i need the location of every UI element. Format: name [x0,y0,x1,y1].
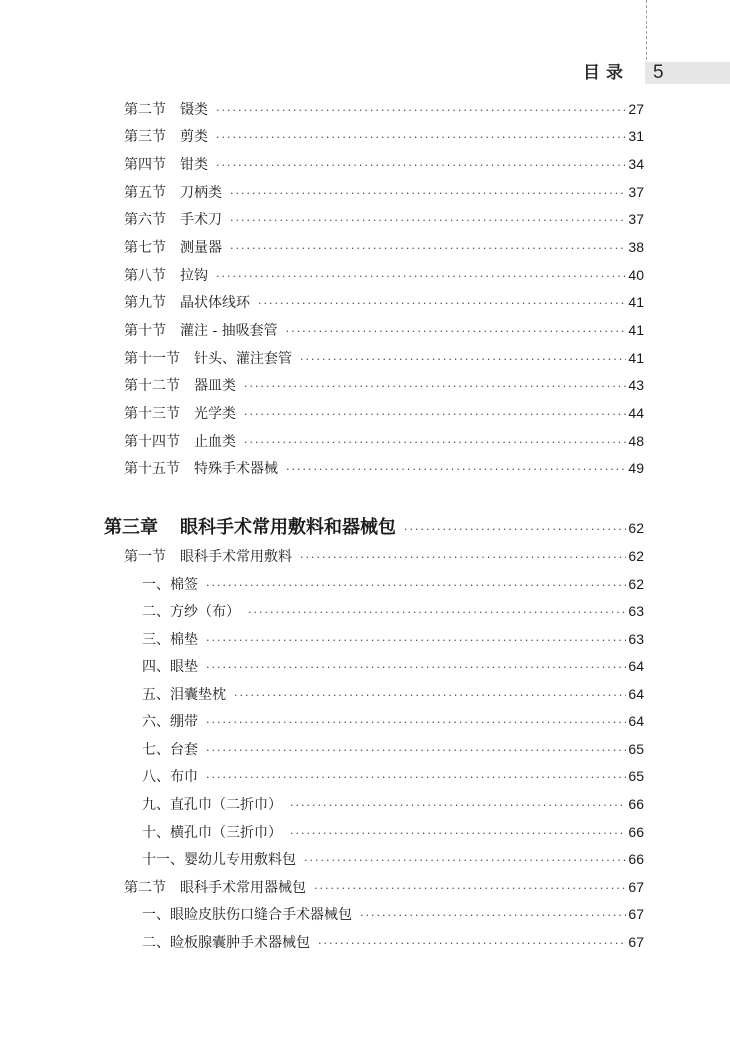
toc-subentry[interactable] [142,932,644,954]
toc-entry[interactable] [124,154,644,176]
toc-subentry[interactable] [142,849,644,871]
page-ref: 64 [628,658,644,674]
toc-subentry[interactable] [142,794,644,816]
subentry-title: 六、绷带 [142,714,198,730]
page-ref: 49 [628,460,644,476]
toc-subentry[interactable] [142,904,644,926]
dot-leader [300,353,626,366]
section-number: 第十二节 [124,378,180,394]
toc-entry[interactable] [124,375,644,397]
section-title: 镊类 [180,102,208,118]
toc-subentry[interactable] [142,822,644,844]
section-number: 第七节 [124,240,166,256]
page-ref: 67 [628,906,644,922]
toc-entry[interactable] [124,403,644,425]
page-ref: 64 [628,686,644,702]
section-title: 眼科手术常用敷料 [180,549,292,565]
page-ref: 37 [628,211,644,227]
dot-leader [206,579,626,592]
dot-leader [230,187,626,200]
toc-entry[interactable] [124,546,644,568]
section-title: 钳类 [180,157,208,173]
subentry-title: 三、棉垫 [142,632,198,648]
subentry-title: 七、台套 [142,742,198,758]
page-ref: 63 [628,603,644,619]
dot-leader [244,380,626,393]
toc-entry[interactable] [124,320,644,342]
page-ref: 66 [628,796,644,812]
section-title: 测量器 [180,240,222,256]
dot-leader [290,799,626,812]
page-ref: 34 [628,156,644,172]
section-number: 第十节 [124,323,166,339]
dot-leader [360,909,626,922]
section-number: 第八节 [124,268,166,284]
dot-leader [216,159,626,172]
page-ref: 38 [628,239,644,255]
page-ref: 63 [628,631,644,647]
dot-leader [244,408,626,421]
toc-entry[interactable] [124,348,644,370]
page-edge-dashed-line [646,0,647,60]
subentry-title: 一、眼睑皮肤伤口缝合手术器械包 [142,907,352,923]
section-title: 晶状体线环 [180,295,250,311]
dot-leader [248,606,626,619]
dot-leader [244,436,626,449]
dot-leader [290,827,626,840]
page-ref: 41 [628,294,644,310]
toc-entry[interactable] [124,209,644,231]
subentry-title: 十、横孔巾（三折巾） [142,825,282,841]
section-title: 器皿类 [194,378,236,394]
toc-entry[interactable] [124,431,644,453]
section-number: 第十一节 [124,351,180,367]
toc-entry[interactable] [124,182,644,204]
dot-leader [216,131,626,144]
dot-leader [286,325,627,338]
chapter-heading[interactable] [104,513,644,539]
section-title: 拉钩 [180,268,208,284]
subentry-title: 四、眼垫 [142,659,198,675]
page-ref: 62 [628,576,644,592]
dot-leader [206,661,626,674]
subentry-title: 五、泪囊垫枕 [142,687,226,703]
toc-subentry[interactable] [142,601,644,623]
section-title: 针头、灌注套管 [194,351,292,367]
section-number: 第十三节 [124,406,180,422]
section-number: 第一节 [124,549,166,565]
page-ref: 37 [628,184,644,200]
toc-entry[interactable] [124,458,644,480]
dot-leader [206,634,626,647]
section-title: 刀柄类 [180,185,222,201]
toc-subentry[interactable] [142,629,644,651]
section-number: 第二节 [124,102,166,118]
toc-subentry[interactable] [142,739,644,761]
page-ref: 41 [628,350,644,366]
chapter-title: 眼科手术常用敷料和器械包 [180,517,396,538]
page-header-title: 目录 [583,63,629,83]
toc-subentry[interactable] [142,766,644,788]
section-number: 第四节 [124,157,166,173]
toc-subentry[interactable] [142,574,644,596]
page-ref: 43 [628,377,644,393]
section-title: 剪类 [180,129,208,145]
dot-leader [404,523,626,536]
toc-subentry[interactable] [142,656,644,678]
page-ref: 31 [628,128,644,144]
toc-entry[interactable] [124,292,644,314]
page-ref: 66 [628,824,644,840]
page-ref: 65 [628,768,644,784]
page-ref: 40 [628,267,644,283]
toc-entry[interactable] [124,877,644,899]
dot-leader [234,689,626,702]
subentry-title: 九、直孔巾（二折巾） [142,797,282,813]
toc-entry[interactable] [124,265,644,287]
section-number: 第十五节 [124,461,180,477]
dot-leader [230,214,626,227]
page-ref: 67 [628,879,644,895]
toc-subentry[interactable] [142,684,644,706]
page-ref: 44 [628,405,644,421]
section-title: 手术刀 [180,212,222,228]
section-number: 第二节 [124,880,166,896]
section-title: 眼科手术常用器械包 [180,880,306,896]
section-title: 止血类 [194,434,236,450]
dot-leader [300,551,626,564]
toc-entry[interactable] [124,126,644,148]
subentry-title: 八、布巾 [142,769,198,785]
page-ref: 65 [628,741,644,757]
subentry-title: 二、方纱（布） [142,604,240,620]
page-ref: 66 [628,851,644,867]
dot-leader [286,463,626,476]
chapter-number: 第三章 [104,517,158,538]
toc-entry[interactable] [124,237,644,259]
section-number: 第十四节 [124,434,180,450]
dot-leader [304,854,626,867]
page-ref: 48 [628,433,644,449]
dot-leader [314,882,626,895]
dot-leader [206,716,626,729]
page-ref: 67 [628,934,644,950]
page-ref: 27 [628,101,644,117]
dot-leader [206,744,626,757]
dot-leader [206,771,626,784]
page-number: 5 [653,62,664,83]
dot-leader [318,937,626,950]
dot-leader [216,104,626,117]
dot-leader [216,270,626,283]
dot-leader [230,242,626,255]
subentry-title: 一、棉签 [142,577,198,593]
section-title: 特殊手术器械 [194,461,278,477]
page-ref: 62 [628,548,644,564]
page-ref: 62 [628,520,644,536]
toc-subentry[interactable] [142,711,644,733]
page-ref: 41 [628,322,644,338]
subentry-title: 二、睑板腺囊肿手术器械包 [142,935,310,951]
dot-leader [258,297,626,310]
page-ref: 64 [628,713,644,729]
section-number: 第五节 [124,185,166,201]
subentry-title: 十一、婴幼儿专用敷料包 [142,852,296,868]
section-number: 第三节 [124,129,166,145]
section-number: 第六节 [124,212,166,228]
section-title: 光学类 [194,406,236,422]
toc-entry[interactable] [124,99,644,121]
section-number: 第九节 [124,295,166,311]
section-title: 灌注 - 抽吸套管 [180,323,278,339]
